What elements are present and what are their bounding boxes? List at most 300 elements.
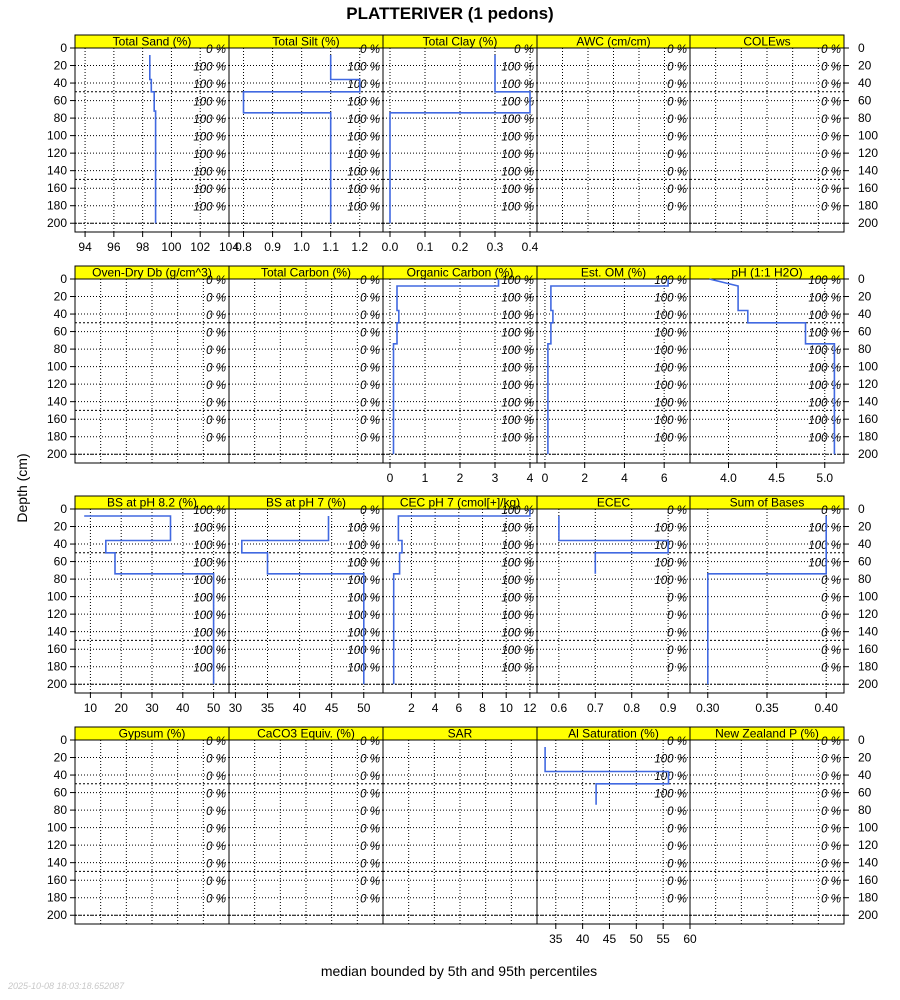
strip-label: CEC pH 7 (cmol[+]/kg)	[399, 495, 521, 510]
pct-label: 100 %	[501, 575, 534, 588]
panel-awc-cm-cm	[537, 35, 690, 233]
pct-label: 100 %	[501, 505, 534, 517]
depth-tick-label-left: 140	[46, 624, 67, 639]
depth-tick-label-right: 40	[858, 76, 872, 91]
x-tick-label: 40	[292, 701, 307, 715]
depth-tick-label-right: 140	[858, 394, 879, 409]
pct-label: 0 %	[206, 327, 226, 340]
depth-tick-label-right: 60	[858, 785, 872, 800]
panel-total-silt	[229, 35, 383, 255]
depth-tick-label-right: 200	[858, 677, 879, 692]
pct-label: 100 %	[501, 415, 534, 428]
depth-tick-label-right: 100	[858, 820, 879, 835]
pct-label: 100 %	[501, 345, 534, 358]
depth-tick-label-right: 0	[858, 272, 865, 286]
depth-tick-label-left: 140	[46, 855, 67, 870]
depth-tick-label-left: 180	[46, 429, 67, 444]
depth-tick-label-right: 100	[858, 359, 879, 374]
median-line	[150, 55, 156, 223]
pct-label: 100 %	[193, 201, 226, 214]
panel-row-2	[47, 266, 878, 486]
depth-tick-label-left: 40	[53, 76, 67, 91]
depth-tick-label-left: 140	[46, 163, 67, 178]
depth-tick-label-right: 100	[858, 589, 879, 604]
x-tick-label: 5.0	[816, 471, 834, 485]
strip-label: pH (1:1 H2O)	[731, 265, 803, 280]
depth-tick-label-right: 20	[858, 289, 872, 304]
x-tick-label: 55	[656, 932, 670, 946]
pct-label: 0 %	[360, 275, 380, 287]
pct-label: 100 %	[501, 662, 534, 675]
depth-tick-label-right: 40	[858, 768, 872, 783]
pct-label: 100 %	[654, 753, 687, 766]
depth-tick-label-right: 20	[858, 58, 872, 73]
panel-organic-carbon	[383, 266, 537, 486]
x-tick-label: 0.9	[659, 701, 677, 715]
pct-label: 100 %	[654, 540, 687, 553]
depth-tick-label-right: 120	[858, 377, 879, 392]
pct-label: 0 %	[821, 166, 841, 179]
panel-al-saturation	[537, 727, 697, 947]
pct-label: 100 %	[654, 432, 687, 445]
panel-new-zealand-p	[690, 727, 844, 925]
depth-tick-label-left: 180	[46, 659, 67, 674]
median-line	[242, 516, 364, 684]
pct-label: 0 %	[206, 736, 226, 748]
pct-label: 0 %	[821, 201, 841, 214]
depth-tick-label-left: 60	[53, 324, 67, 339]
depth-tick-label-left: 180	[46, 198, 67, 213]
pct-label: 100 %	[347, 540, 380, 553]
depth-tick-label-left: 100	[46, 820, 67, 835]
pct-label: 100 %	[808, 415, 841, 428]
depth-tick-label-left: 120	[46, 607, 67, 622]
x-tick-label: 50	[629, 932, 643, 946]
strip-label: Est. OM (%)	[580, 265, 647, 280]
panel-gypsum	[75, 727, 229, 925]
x-tick-label: 12	[523, 701, 537, 715]
pct-label: 100 %	[808, 380, 841, 393]
timestamp: 2025-10-08 18:03:18.652087	[8, 981, 125, 991]
pct-label: 100 %	[347, 184, 380, 197]
depth-tick-label-right: 120	[858, 838, 879, 853]
depth-tick-label-left: 120	[46, 146, 67, 161]
pct-label: 100 %	[193, 149, 226, 162]
depth-tick-label-left: 200	[46, 908, 67, 923]
pct-label: 100 %	[501, 645, 534, 658]
pct-label: 100 %	[193, 96, 226, 109]
depth-tick-label-left: 0	[60, 502, 67, 516]
pct-label: 0 %	[667, 96, 687, 109]
x-tick-label: 10	[499, 701, 513, 715]
pct-label: 0 %	[821, 61, 841, 74]
pct-label: 100 %	[347, 645, 380, 658]
depth-tick-label-right: 0	[858, 733, 865, 747]
depth-tick-label-right: 80	[858, 111, 872, 126]
panel-oven-dry-db-g-cm-3	[75, 266, 229, 464]
pct-label: 0 %	[667, 592, 687, 605]
depth-tick-label-left: 20	[53, 58, 67, 73]
depth-tick-label-left: 120	[46, 838, 67, 853]
x-tick-label: 20	[114, 701, 128, 715]
pct-label: 0 %	[360, 841, 380, 854]
x-tick-label: 0.8	[623, 701, 641, 715]
panel-row-4	[47, 727, 878, 947]
pct-label: 100 %	[501, 557, 534, 570]
depth-tick-label-right: 0	[858, 502, 865, 516]
x-axis-caption: median bounded by 5th and 95th percentiles	[320, 963, 598, 979]
x-tick-label: 2	[581, 471, 589, 485]
pct-label: 0 %	[360, 362, 380, 375]
x-tick-label: 96	[107, 240, 121, 254]
depth-tick-label-right: 80	[858, 342, 872, 357]
pct-label: 100 %	[808, 432, 841, 445]
depth-tick-label-left: 180	[46, 890, 67, 905]
pct-label: 100 %	[501, 131, 534, 144]
pct-label: 100 %	[193, 645, 226, 658]
pct-label: 100 %	[347, 522, 380, 535]
depth-tick-label-right: 200	[858, 908, 879, 923]
pct-label: 100 %	[347, 61, 380, 74]
pct-label: 100 %	[501, 310, 534, 323]
pct-label: 100 %	[501, 380, 534, 393]
strip-label: ECEC	[596, 495, 631, 510]
pct-label: 0 %	[821, 823, 841, 836]
depth-tick-label-right: 160	[858, 642, 879, 657]
x-tick-label: 8	[479, 701, 486, 715]
pct-label: 100 %	[347, 114, 380, 127]
pct-label: 0 %	[821, 44, 841, 56]
pct-label: 0 %	[206, 788, 226, 801]
pct-label: 0 %	[667, 79, 687, 92]
pct-label: 0 %	[360, 310, 380, 323]
x-tick-label: 35	[549, 932, 563, 946]
pct-label: 100 %	[193, 592, 226, 605]
x-tick-label: 4	[431, 701, 439, 715]
x-tick-label: 45	[324, 701, 339, 715]
pct-label: 0 %	[821, 858, 841, 871]
pct-label: 0 %	[821, 806, 841, 819]
pct-label: 100 %	[193, 184, 226, 197]
x-tick-label: 0.3	[486, 240, 504, 254]
strip-label: Total Carbon (%)	[260, 265, 352, 280]
depth-tick-label-left: 80	[53, 342, 67, 357]
pct-label: 0 %	[206, 753, 226, 766]
x-tick-label: 2	[408, 701, 415, 715]
pct-label: 100 %	[501, 327, 534, 340]
depth-tick-label-left: 80	[53, 803, 67, 818]
pct-label: 0 %	[667, 61, 687, 74]
pct-label: 0 %	[667, 823, 687, 836]
depth-tick-label-left: 0	[60, 733, 67, 747]
pct-label: 100 %	[501, 275, 534, 287]
pct-label: 0 %	[206, 841, 226, 854]
depth-tick-label-left: 200	[46, 216, 67, 231]
pct-label: 100 %	[501, 362, 534, 375]
pct-label: 100 %	[193, 522, 226, 535]
pct-label: 100 %	[808, 540, 841, 553]
x-tick-label: 3	[491, 471, 499, 485]
depth-tick-label-left: 60	[53, 93, 67, 108]
depth-tick-label-left: 160	[46, 873, 67, 888]
x-tick-label: 0.35	[755, 701, 779, 715]
pct-label: 100 %	[654, 380, 687, 393]
pct-label: 0 %	[206, 310, 226, 323]
x-tick-label: 102	[190, 240, 211, 254]
pct-label: 0 %	[206, 362, 226, 375]
x-tick-label: 104	[218, 240, 240, 254]
pct-label: 100 %	[193, 662, 226, 675]
pct-label: 100 %	[347, 557, 380, 570]
pct-label: 100 %	[501, 292, 534, 305]
x-tick-label: 1.0	[293, 240, 310, 254]
depth-tick-label-left: 40	[53, 307, 67, 322]
pct-label: 100 %	[501, 61, 534, 74]
depth-tick-label-left: 20	[53, 750, 67, 765]
pct-label: 0 %	[821, 841, 841, 854]
pct-label: 0 %	[360, 806, 380, 819]
depth-tick-label-right: 100	[858, 128, 879, 143]
x-tick-label: 0.8	[235, 240, 252, 254]
pct-label: 0 %	[206, 415, 226, 428]
depth-tick-label-right: 80	[858, 803, 872, 818]
strip-label: SAR	[447, 726, 473, 741]
panel-colews	[690, 35, 844, 233]
pct-label: 0 %	[667, 184, 687, 197]
depth-tick-label-right: 160	[858, 412, 879, 427]
pct-label: 100 %	[501, 592, 534, 605]
pct-label: 0 %	[667, 114, 687, 127]
strip-label: AWC (cm/cm)	[576, 34, 651, 49]
pct-label: 100 %	[347, 79, 380, 92]
x-tick-label: 0.1	[416, 240, 434, 254]
pct-label: 100 %	[808, 345, 841, 358]
pct-label: 0 %	[360, 771, 380, 784]
pct-label: 0 %	[360, 292, 380, 305]
panel-cec-ph-7-cmol-kg	[383, 496, 537, 716]
x-tick-label: 60	[683, 932, 697, 946]
x-tick-label: 10	[83, 701, 98, 715]
panel-total-carbon	[229, 266, 383, 464]
pct-label: 0 %	[360, 823, 380, 836]
pct-label: 0 %	[821, 753, 841, 766]
pct-label: 100 %	[501, 201, 534, 214]
pct-label: 100 %	[501, 432, 534, 445]
pct-label: 0 %	[206, 806, 226, 819]
depth-tick-label-left: 0	[60, 272, 67, 286]
x-tick-label: 100	[161, 240, 182, 254]
pct-label: 0 %	[514, 44, 534, 56]
x-tick-label: 30	[145, 701, 159, 715]
pct-label: 100 %	[193, 166, 226, 179]
depth-tick-label-left: 60	[53, 785, 67, 800]
depth-tick-label-right: 20	[858, 750, 872, 765]
pct-label: 100 %	[501, 522, 534, 535]
depth-tick-label-left: 200	[46, 447, 67, 462]
depth-tick-label-right: 80	[858, 572, 872, 587]
x-tick-label: 4.0	[720, 471, 737, 485]
x-tick-label: 0.40	[814, 701, 838, 715]
depth-tick-label-right: 120	[858, 607, 879, 622]
pct-label: 0 %	[206, 893, 226, 906]
x-tick-label: 0	[541, 471, 549, 485]
pct-label: 100 %	[501, 610, 534, 623]
pct-label: 0 %	[821, 79, 841, 92]
pct-label: 0 %	[667, 876, 687, 889]
panel-row-1	[47, 35, 878, 255]
pct-label: 0 %	[667, 858, 687, 871]
strip-label: Total Silt (%)	[272, 34, 340, 49]
strip-label: Oven-Dry Db (g/cm^3)	[92, 265, 212, 280]
pct-label: 100 %	[654, 275, 687, 287]
pct-label: 0 %	[206, 275, 226, 287]
pct-label: 0 %	[667, 610, 687, 623]
pct-label: 0 %	[206, 432, 226, 445]
pct-label: 0 %	[821, 575, 841, 588]
pct-label: 100 %	[808, 275, 841, 287]
x-tick-label: 0	[386, 471, 394, 485]
pct-label: 100 %	[193, 557, 226, 570]
depth-tick-label-right: 160	[858, 181, 879, 196]
x-tick-label: 0.4	[521, 240, 539, 254]
pct-label: 0 %	[667, 201, 687, 214]
x-tick-label: 45	[602, 932, 617, 946]
pct-label: 0 %	[821, 627, 841, 640]
pct-label: 0 %	[821, 645, 841, 658]
pct-label: 0 %	[667, 505, 687, 517]
pct-label: 0 %	[821, 788, 841, 801]
pct-label: 0 %	[360, 788, 380, 801]
panel-sar	[383, 727, 537, 925]
pct-label: 100 %	[347, 96, 380, 109]
x-tick-label: 0.2	[451, 240, 469, 254]
pct-label: 100 %	[347, 575, 380, 588]
strip-label: Organic Carbon (%)	[406, 265, 514, 280]
x-tick-label: 30	[228, 701, 243, 715]
depth-tick-label-right: 200	[858, 216, 879, 231]
median-line	[548, 279, 668, 454]
pct-label: 100 %	[193, 575, 226, 588]
x-tick-label: 40	[176, 701, 190, 715]
pct-label: 100 %	[654, 771, 687, 784]
depth-tick-label-left: 200	[46, 677, 67, 692]
pct-label: 0 %	[667, 645, 687, 658]
pct-label: 0 %	[667, 841, 687, 854]
strip-label: Total Sand (%)	[112, 34, 192, 49]
pct-label: 100 %	[347, 149, 380, 162]
depth-tick-label-right: 180	[858, 198, 879, 213]
pct-label: 100 %	[654, 310, 687, 323]
depth-tick-label-left: 40	[53, 537, 67, 552]
x-tick-label: 94	[78, 240, 92, 254]
pct-label: 0 %	[667, 662, 687, 675]
pct-label: 0 %	[360, 736, 380, 748]
pct-label: 100 %	[501, 627, 534, 640]
pct-label: 100 %	[808, 557, 841, 570]
pct-label: 100 %	[347, 662, 380, 675]
pct-label: 0 %	[667, 131, 687, 144]
depth-tick-label-right: 160	[858, 873, 879, 888]
pct-label: 0 %	[821, 771, 841, 784]
strip-label: Sum of Bases	[729, 495, 805, 510]
pct-label: 100 %	[808, 522, 841, 535]
pct-label: 0 %	[667, 736, 687, 748]
x-tick-label: 0.7	[586, 701, 604, 715]
strip-label: Gypsum (%)	[118, 726, 186, 741]
median-line	[559, 516, 668, 574]
depth-tick-label-right: 40	[858, 537, 872, 552]
pct-label: 0 %	[821, 736, 841, 748]
pct-label: 0 %	[667, 806, 687, 819]
pct-label: 100 %	[808, 397, 841, 410]
depth-tick-label-right: 140	[858, 855, 879, 870]
x-tick-label: 6	[660, 471, 668, 485]
depth-tick-label-left: 80	[53, 572, 67, 587]
pct-label: 0 %	[360, 753, 380, 766]
depth-tick-label-right: 0	[858, 41, 865, 55]
pct-label: 0 %	[206, 44, 226, 56]
x-tick-label: 1.2	[351, 240, 369, 254]
pct-label: 100 %	[193, 114, 226, 127]
depth-tick-label-left: 140	[46, 394, 67, 409]
pct-label: 0 %	[667, 149, 687, 162]
pct-label: 100 %	[501, 540, 534, 553]
pct-label: 100 %	[501, 114, 534, 127]
depth-tick-label-right: 180	[858, 429, 879, 444]
x-tick-label: 0.6	[550, 701, 568, 715]
x-tick-label: 4.5	[768, 471, 785, 485]
depth-tick-label-left: 100	[46, 128, 67, 143]
x-tick-label: 4	[621, 471, 628, 485]
pct-label: 100 %	[347, 627, 380, 640]
x-tick-label: 0.0	[381, 240, 399, 254]
pct-label: 100 %	[654, 788, 687, 801]
depth-tick-label-right: 180	[858, 659, 879, 674]
pct-label: 0 %	[360, 397, 380, 410]
pct-label: 100 %	[193, 131, 226, 144]
pct-label: 0 %	[821, 96, 841, 109]
pct-label: 100 %	[193, 61, 226, 74]
strip-label: BS at pH 8.2 (%)	[106, 495, 198, 510]
depth-tick-label-left: 160	[46, 412, 67, 427]
pct-label: 100 %	[193, 79, 226, 92]
pct-label: 100 %	[193, 627, 226, 640]
x-tick-label: 4	[526, 471, 534, 485]
panel-ph-1-1-h2o	[690, 266, 844, 486]
pct-label: 0 %	[206, 397, 226, 410]
strip-label: COLEws	[743, 34, 791, 49]
strip-label: BS at pH 7 (%)	[265, 495, 347, 510]
pct-label: 100 %	[654, 362, 687, 375]
pct-label: 0 %	[206, 858, 226, 871]
pct-label: 0 %	[667, 627, 687, 640]
x-tick-label: 1	[421, 471, 429, 485]
x-tick-label: 1.1	[322, 240, 340, 254]
depth-tick-label-left: 100	[46, 589, 67, 604]
x-tick-label: 98	[135, 240, 150, 254]
pct-label: 0 %	[821, 610, 841, 623]
pct-label: 100 %	[654, 575, 687, 588]
pct-label: 100 %	[808, 292, 841, 305]
pct-label: 100 %	[808, 362, 841, 375]
pct-label: 0 %	[206, 771, 226, 784]
pct-label: 0 %	[206, 823, 226, 836]
pct-label: 100 %	[654, 292, 687, 305]
pct-label: 100 %	[501, 79, 534, 92]
panel-total-clay	[382, 35, 539, 255]
depth-tick-label-left: 20	[53, 289, 67, 304]
pct-label: 0 %	[206, 345, 226, 358]
